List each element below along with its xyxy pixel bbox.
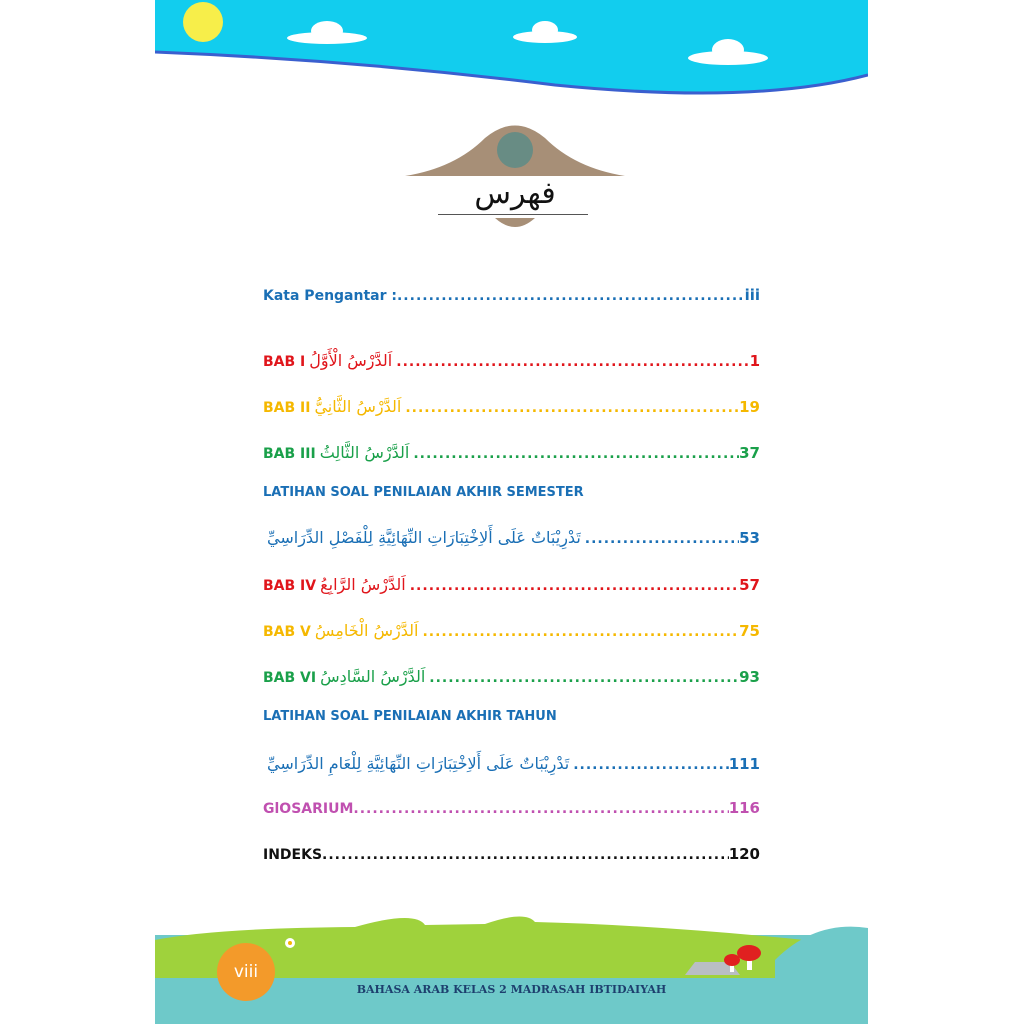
- toc-entry[interactable]: [263, 621, 760, 640]
- sky-banner: [155, 0, 868, 110]
- toc-entry-arabic-title: اَلدَّرْسُ السَّادِسُ: [320, 667, 426, 686]
- toc-entry[interactable]: [263, 575, 760, 594]
- page-number-badge: viii: [217, 943, 275, 1001]
- document-page: [155, 0, 868, 1024]
- page-title: فهرس: [474, 176, 556, 211]
- toc-entry-label: BAB IV: [263, 578, 317, 594]
- toc-entry[interactable]: [263, 443, 760, 462]
- toc-entry-label: BAB V: [263, 624, 311, 640]
- dot-leader: [397, 288, 745, 304]
- toc-entry-label: INDEKS: [263, 847, 323, 863]
- toc-entry-label: Kata Pengantar :: [263, 288, 397, 304]
- toc-entry-label: BAB I: [263, 354, 306, 370]
- toc-entry-page: 57: [739, 576, 760, 594]
- title-underline: [438, 214, 588, 215]
- toc-entry-arabic-title: اَلدَّرْسُ الثَّالِثُ: [319, 443, 410, 462]
- toc-entry-page: 37: [739, 444, 760, 462]
- dot-leader: [353, 801, 728, 817]
- dot-leader: [410, 578, 739, 594]
- toc-section-heading: LATIHAN SOAL PENILAIAN AKHIR TAHUN: [263, 709, 557, 724]
- dot-leader: [573, 757, 728, 773]
- sun-icon: [183, 2, 223, 42]
- toc-section-heading: LATIHAN SOAL PENILAIAN AKHIR SEMESTER: [263, 485, 584, 500]
- toc-entry-page: 1: [749, 352, 760, 370]
- dot-leader: [585, 531, 739, 547]
- toc-entry-page: 111: [728, 755, 760, 773]
- toc-entry[interactable]: [263, 397, 760, 416]
- toc-entry-label: BAB II: [263, 400, 311, 416]
- toc-entry-page: iii: [744, 286, 760, 304]
- dot-leader: [413, 446, 739, 462]
- toc-entry-page: 53: [739, 529, 760, 547]
- toc-entry-arabic-title: اَلدَّرْسُ الْأَوَّلُ: [309, 351, 393, 370]
- toc-entry-page: 75: [739, 622, 760, 640]
- dot-leader: [322, 847, 729, 863]
- toc-heading: [405, 118, 625, 233]
- toc-entry-label: GlOSARIUM: [263, 801, 354, 817]
- toc-entry-page: 19: [739, 398, 760, 416]
- book-title-footer: BAHASA ARAB KELAS 2 MADRASAH IBTIDAIYAH: [356, 983, 667, 996]
- toc-entry-arabic-title: اَلدَّرْسُ الثَّانِيُّ: [314, 397, 402, 416]
- toc-entry[interactable]: [263, 754, 760, 773]
- toc-entry-page: 120: [728, 845, 760, 863]
- toc-entry-arabic-title: اَلدَّرْسُ الرَّابِعُ: [320, 575, 406, 594]
- toc-entry[interactable]: [263, 667, 760, 686]
- toc-entry[interactable]: [263, 286, 760, 304]
- toc-entry-arabic-title: تَدْرِيْبَاتٌ عَلَى أَلاِخْتِبَارَاتِ النِّهَائِيَّةِ لِلْفَصْلِ الدِّرَاسِيِّ: [267, 528, 581, 547]
- dot-leader: [405, 400, 739, 416]
- toc-entry-arabic-title: اَلدَّرْسُ الْخَامِسُ: [314, 621, 419, 640]
- toc-entry-label: BAB III: [263, 446, 316, 462]
- toc-entry[interactable]: [263, 351, 760, 370]
- toc-entry[interactable]: [263, 799, 760, 817]
- toc-entry-page: 116: [728, 799, 760, 817]
- flower-icon: [285, 938, 295, 948]
- dot-leader: [396, 354, 749, 370]
- toc-entry[interactable]: [263, 845, 760, 863]
- toc-entry-label: BAB VI: [263, 670, 317, 686]
- toc-entry-page: 93: [739, 668, 760, 686]
- dot-leader: [422, 624, 739, 640]
- dot-leader: [429, 670, 739, 686]
- toc-entry-arabic-title: تَدْرِيْبَاتٌ عَلَى أَلاِخْتِبَارَاتِ النِّهَائِيَّةِ لِلْعَامِ الدِّرَاسِيِّ: [267, 754, 570, 773]
- toc-entry[interactable]: [263, 528, 760, 547]
